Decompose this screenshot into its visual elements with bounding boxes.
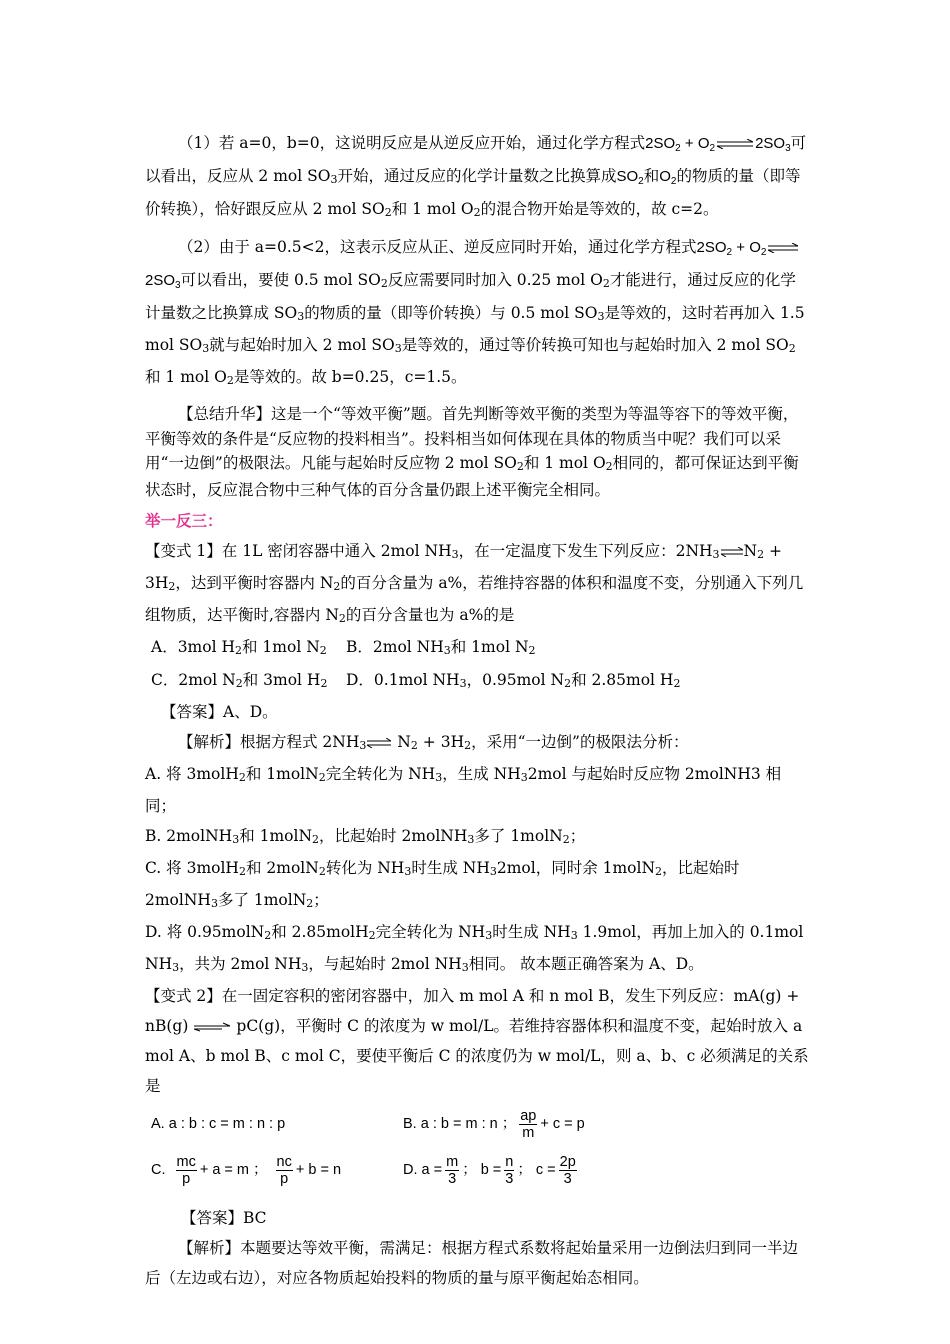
variant-2-question: 【变式 2】在一固定容积的密闭容器中，加入 m mol A 和 n mol B，发生下列反应：mA(g) + nB(g) pC(g)，平衡时 C 的浓度为 w mol/L。若维持容器体积和温度不变，起始时放入 a mol A、b mol B、c mol C，要使平衡后 C 的浓度仍为 w mol/L，则 a、b、c 必须满足的关系是: [145, 987, 809, 1095]
fraction-2p-3: $\frac{2p}{3}$: [559, 1153, 576, 1187]
equation-so2-o2: $2SO_2 + O_2$ $2SO_3$: [645, 135, 791, 154]
variant-2-option-d: D. a = $\frac{m}{3}$ ； b = $\frac{n}{3}$ ； c = $\frac{2p}{3}$: [403, 1153, 576, 1187]
document-body: [145, 128, 810, 1293]
analysis-line-c: C. 将 3molH2和 2molN2转化为 NH3时生成 NH32mol，同时余 1molN2，比起始时 2molNH3多了 1molN2；: [145, 859, 740, 910]
analysis-line-d: D. 将 0.95molN2和 2.85molH2完全转化为 NH3时生成 NH3 1.9mol，再加上加入的 0.1mol NH3，共为 2mol NH3，与起始时 2mol NH3相同。 故本题正确答案为 A、D。: [145, 923, 804, 974]
variant-2-option-b: B. a : b = m : n ； $\frac{ap}{m}$ + c = p: [403, 1107, 585, 1141]
fraction-ap-m: $\frac{ap}{m}$: [520, 1107, 537, 1141]
variant-2-option-a: A. a : b : c = m : n : p: [151, 1116, 286, 1132]
option-d: D．0.1mol NH3，0.95mol N2和 2.85mol H2: [346, 671, 681, 690]
variant-2-answer: 【答案】BC: [181, 1209, 267, 1227]
variant-2-option-c: C. $\frac{mc}{p}$ + a = m ； $\frac{nc}{p}$ + b = n: [151, 1153, 342, 1187]
analysis-line-a: A. 将 3molH2和 1molN2完全转化为 NH3，生成 NH32mol 与起始时反应物 2molNH3 相同；: [145, 765, 782, 815]
variant-1-answer: 【答案】A、D。: [161, 703, 278, 721]
variant-1-question: 【变式 1】在 1L 密闭容器中通入 2mol NH3，在一定温度下发生下列反应：2NH3 N2 + 3H2，达到平衡时容器内 N2的百分含量为 a%，若维持容器的体积和温度不变，分别通入下列几组物质，达平衡时,容器内 N2的百分含量也为 a%的是: [145, 542, 804, 625]
variant-2-options-cd: [145, 1151, 810, 1189]
variant-2-options-ab: [145, 1105, 810, 1143]
option-c: C．2mol N2和 3mol H2: [151, 671, 328, 690]
equilibrium-arrow-icon: [766, 243, 800, 253]
variant-2-analysis: 【解析】本题要达等效平衡，需满足：根据方程式系数将起始量采用一边倒法归到同一半边后（左边或右边），对应各物质起始投料的物质的量与原平衡起始态相同。: [145, 1239, 799, 1287]
summary-paragraph: 【总结升华】这是一个“等效平衡”题。首先判断等效平衡的类型为等温等容下的等效平衡，平衡等效的条件是“反应物的投料相当”。投料相当如何体现在具体的物质当中呢？我们可以采用“一边倒”的极限法。凡能与起始时反应物 2 mol SO2和 1 mol O2相同的，都可保证达到平衡状态时，反应混合物中三种气体的百分含量仍跟上述平衡完全相同。: [145, 405, 799, 499]
equation-so2-o2-2: $2SO_2 + O_22SO_3$: [145, 239, 800, 289]
section-heading: 举一反三：: [145, 512, 223, 530]
option-b: B．2mol NH3和 1mol N2: [346, 638, 536, 657]
variant-1-analysis: 【解析】根据方程式 2NH3 N2 + 3H2，采用“一边倒”的极限法分析：: [178, 733, 689, 752]
paragraph-1: （1）若 a=0，b=0，这说明反应是从逆反应开始，通过化学方程式$2SO_2 + O_2$ $2SO_3$可以看出，反应从 2 mol SO3开始，通过反应的化学计量数之比换算成$SO_2$和$O_2$的物质的量（即等价转换），恰好跟反应从 2 mol SO2和 1 mol O2的混合物开始是等效的，故 c=2。: [145, 134, 807, 219]
option-a: A．3mol H2和 1mol N2: [151, 638, 327, 657]
fraction-mc-p: $\frac{mc}{p}$: [176, 1153, 196, 1187]
analysis-line-b: B. 2molNH3和 1molN2，比起始时 2molNH3多了 1molN2；: [145, 827, 586, 846]
fraction-nc-p: $\frac{nc}{p}$: [276, 1153, 292, 1187]
fraction-m-3: $\frac{m}{3}$: [446, 1153, 459, 1187]
equilibrium-arrow-icon: [715, 139, 755, 149]
options-row-ab: [145, 632, 810, 664]
equilibrium-arrow-icon: [366, 738, 392, 748]
options-row-cd: [145, 665, 810, 697]
fraction-n-3: $\frac{n}{3}$: [505, 1153, 514, 1187]
equilibrium-arrow-icon: [192, 1022, 232, 1032]
equilibrium-arrow-icon: [720, 547, 744, 557]
paragraph-2: （2）由于 a=0.5<2，这表示反应从正、逆反应同时开始，通过化学方程式$2SO_2 + O_22SO_3$可以看出，要使 0.5 mol SO2反应需要同时加入 0.25 mol O2才能进行，通过反应的化学计量数之比换算成 SO3的物质的量（即等价转换）与 0.5 mol SO3是等效的，这时若再加入 1.5 mol SO3就与起始时加入 2 mol SO3是等效的，通过等价转换可知也与起始时加入 2 mol SO2和 1 mol O2是等效的。故 b=0.25，c=1.5。: [145, 238, 805, 387]
